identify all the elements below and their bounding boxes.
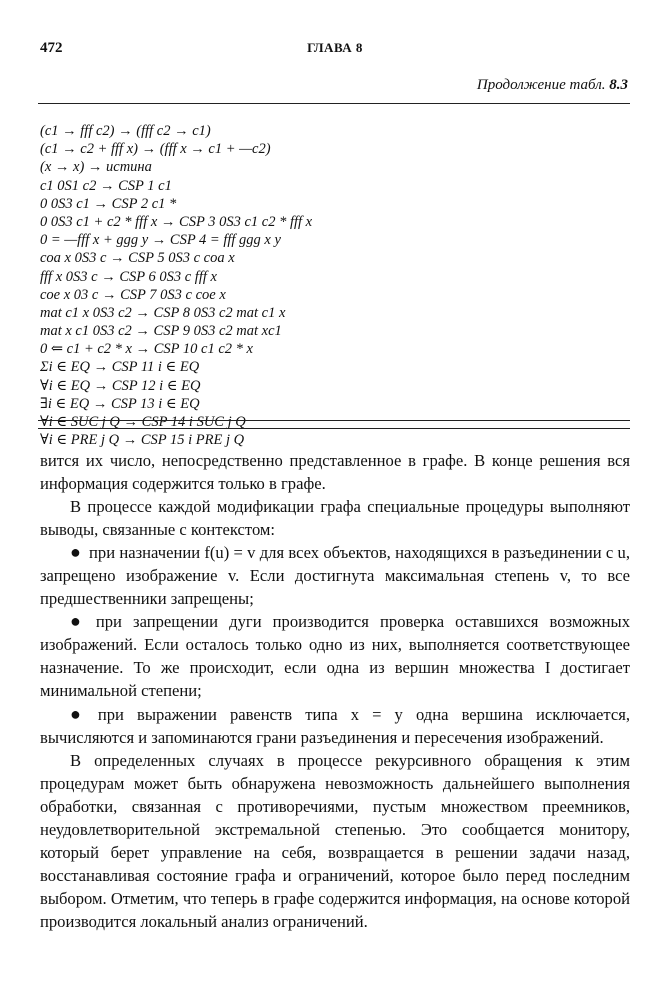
- paragraph: В процессе каждой модификации графа специальные процедуры выполняют выводы, связанные с контекстом:: [40, 497, 630, 540]
- paragraph: вится их число, непосредственно представленное в графе. В конце решения вся информация содержится только в графе.: [40, 451, 630, 494]
- formula-line: 0 ⇐ c1 + c2 * x → CSP 10 c1 c2 * x: [40, 341, 253, 358]
- formula-line: (x → x) → истина: [40, 159, 152, 176]
- formula-line: mat x c1 0S3 c2 → CSP 9 0S3 c2 mat xc1: [40, 323, 282, 340]
- table-continuation-label: [477, 77, 628, 94]
- formula-table: [40, 122, 620, 449]
- bullet-icon: ●: [70, 611, 88, 632]
- formula-line: Σi ∈ EQ → CSP 11 i ∈ EQ: [40, 359, 200, 376]
- formula-line: ∃i ∈ EQ → CSP 13 i ∈ EQ: [40, 395, 200, 412]
- formula-line: 0 0S3 c1 → CSP 2 c1 *: [40, 195, 177, 212]
- table-top-rule: [38, 103, 630, 104]
- table-end-rule: [38, 428, 630, 429]
- formula-line: mat c1 x 0S3 c2 → CSP 8 0S3 c2 mat c1 x: [40, 304, 286, 321]
- formula-line: coe x 03 c → CSP 7 0S3 c coe x: [40, 286, 226, 303]
- bullet-icon: ●: [70, 542, 82, 563]
- chapter-title: ГЛАВА 8: [307, 40, 363, 55]
- formula-line: ∀i ∈ SUC j Q → CSP 14 i SUC j Q: [40, 414, 246, 430]
- bullet-item: [40, 703, 630, 749]
- formula-line: 0 0S3 c1 + c2 * fff x → CSP 3 0S3 c1 c2 * fff x: [40, 213, 313, 230]
- page-number: 472: [40, 40, 63, 56]
- formula-line: coa x 0S3 c → CSP 5 0S3 c coa x: [40, 250, 235, 267]
- paragraph: В определенных случаях в процессе рекурсивного обращения к этим процедурам может быть обнаружена невозможность дальнейшего выполнения обработки, связанная с противоречиями, пустым множеством преемников, неудовлетворительной экстремальной степенью. Это сообщается монитору, который берет управление на себя, возвращается в решении задачи назад, восстанавливая состояние графа и ограничений, которое было перед последним выбором. Отметим, что теперь в графе содержится информация, на основе которой производится локальный анализ ограничений.: [40, 750, 630, 931]
- formula-line: ∀i ∈ PRE j Q → CSP 15 i PRE j Q: [40, 432, 245, 449]
- formula-line: (c1 → fff c2) → (fff c2 → c1): [40, 123, 211, 139]
- formula-line: fff x 0S3 c → CSP 6 0S3 c fff x: [40, 268, 217, 285]
- bullet-text: при назначении f(u) = v для всех объектов, находящихся в разъединении с u, запрещено изображение v. Если достигнута максимальная степень v, то все предшественники запрещены;: [40, 543, 630, 609]
- formula-line: c1 0S1 c2 → CSP 1 c1: [40, 177, 172, 194]
- page-header: [40, 40, 630, 60]
- continuation-text: Продолжение табл.: [476, 77, 606, 93]
- formula-line: 0 = —fff x + ggg y → CSP 4 = fff ggg x y: [40, 232, 281, 249]
- body-text: [40, 449, 630, 933]
- continuation-table-number: 8.3: [609, 77, 628, 93]
- bullet-item: [40, 610, 630, 702]
- formula-line: ∀i ∈ EQ → CSP 12 i ∈ EQ: [40, 377, 201, 394]
- bullet-text: при выражении равенств типа x = y одна вершина исключается, вычисляются и запоминаются грани разъединения и пересечения изображений.: [40, 704, 631, 747]
- bullet-text: при запрещении дуги производится проверка оставшихся возможных изображений. Если осталось только одно из них, выполняется соответствующее назначение. То же происходит, если одна из вершин множества I достигает минимальной степени;: [40, 612, 630, 701]
- bullet-item: [40, 541, 630, 610]
- table-bottom-rule: [38, 420, 630, 421]
- bullet-icon: ●: [70, 703, 90, 724]
- formula-line: (c1 → c2 + fff x) → (fff x → c1 + —c2): [40, 141, 271, 158]
